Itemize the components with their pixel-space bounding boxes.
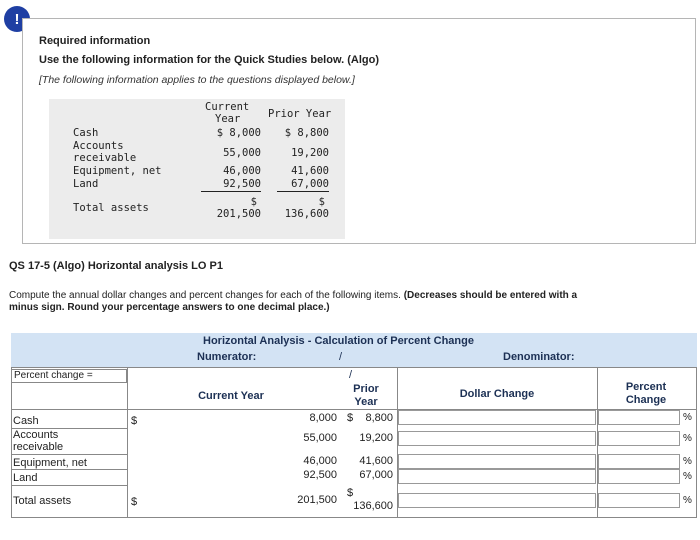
given-equipment-current: 46,000 [223,165,261,177]
given-total-current-dollar: $ [250,196,257,208]
info-subheading: Use the following information for the Quick Studies below. (Algo) [39,54,379,66]
alert-icon: ! [4,6,30,32]
percent-change-input-land[interactable] [598,469,680,484]
instruction-bold: (Decreases should be entered with a minus sign. Round your percentage answers to one decimal place.) [9,290,578,313]
pct-sign-total: % [683,495,692,506]
given-label-total: Total assets [73,202,149,214]
col-prior-year-2: Year [354,396,378,408]
given-label-cash: Cash [73,127,99,139]
calc-title: Horizontal Analysis - Calculation of Percent Change [203,335,474,347]
given-land-prior: 67,000 [291,178,329,190]
row-label-equipment: Equipment, net [13,457,87,469]
calc-cash-prior-dollar: $ [347,412,354,424]
row-label-ar-1: Accounts [13,429,59,441]
given-cash-current: $ 8,000 [216,127,261,139]
pct-sign-equipment: % [683,456,692,467]
col-percent-change-1: Percent [625,381,667,393]
pct-sign-cash: % [683,412,692,423]
given-equipment-prior: 41,600 [291,165,329,177]
col-prior-year-1: Prior [353,383,379,395]
slash-1: / [339,351,343,363]
horizontal-analysis-table [11,333,697,518]
question-instructions [9,290,599,314]
dollar-change-input-total[interactable] [398,493,596,508]
calc-total-current: 201,500 [297,494,337,506]
percent-change-label: Percent change = [11,369,127,383]
given-label-land: Land [73,178,99,190]
numerator-label: Numerator: [197,351,257,363]
pct-sign-land: % [683,471,692,482]
calc-cash-prior: 8,800 [365,412,393,424]
row-label-total: Total assets [13,495,72,507]
percent-change-input-equipment[interactable] [598,454,680,469]
percent-change-input-total[interactable] [598,493,680,508]
dollar-change-input-land[interactable] [398,469,596,484]
info-heading: Required information [39,35,151,47]
given-total-current: 201,500 [216,208,261,220]
col-current-line2: Year [215,113,241,125]
col-current-line1: Current [205,101,250,113]
given-data-table [49,99,345,239]
calc-land-prior: 67,000 [359,469,393,481]
row-label-land: Land [13,472,38,484]
given-land-current: 92,500 [223,178,261,190]
dollar-sign-total: $ [131,496,138,508]
col-prior: Prior Year [268,108,332,120]
slash-2: / [349,369,353,381]
col-dollar-change: Dollar Change [459,388,535,400]
row-label-cash: Cash [13,415,39,427]
row-label-ar-2: receivable [13,441,64,453]
col-current-year: Current Year [198,390,264,402]
given-total-prior: 136,600 [284,208,329,220]
given-total-prior-dollar: $ [318,196,325,208]
given-cash-prior: $ 8,800 [284,127,329,139]
dollar-sign-cash: $ [131,415,138,427]
given-label-ar-2: receivable [73,152,137,164]
dollar-change-input-equipment[interactable] [398,454,596,469]
info-note: [The following information applies to the questions displayed below.] [39,74,355,86]
calc-ar-current: 55,000 [303,432,337,444]
percent-change-input-cash[interactable] [598,410,680,425]
calc-equipment-prior: 41,600 [359,455,393,467]
calc-total-prior: 136,600 [353,500,393,512]
calc-total-prior-dollar: $ [347,487,354,499]
given-label-ar-1: Accounts [73,140,124,152]
underline-current [201,191,261,192]
calc-cash-current: 8,000 [309,412,337,424]
percent-change-input-ar[interactable] [598,431,680,446]
given-ar-prior: 19,200 [291,147,329,159]
calc-land-current: 92,500 [303,469,337,481]
col-percent-change-2: Change [625,394,667,406]
underline-prior [277,191,329,192]
instruction-plain: Compute the annual dollar changes and percent changes for each of the following items. [9,290,401,301]
required-info-panel [22,18,696,244]
pct-sign-ar: % [683,433,692,444]
dollar-change-input-ar[interactable] [398,431,596,446]
question-title: QS 17-5 (Algo) Horizontal analysis LO P1 [9,260,223,272]
calc-equipment-current: 46,000 [303,455,337,467]
dollar-change-input-cash[interactable] [398,410,596,425]
denominator-label: Denominator: [503,351,575,363]
calc-ar-prior: 19,200 [359,432,393,444]
given-label-equipment: Equipment, net [73,165,162,177]
given-ar-current: 55,000 [223,147,261,159]
